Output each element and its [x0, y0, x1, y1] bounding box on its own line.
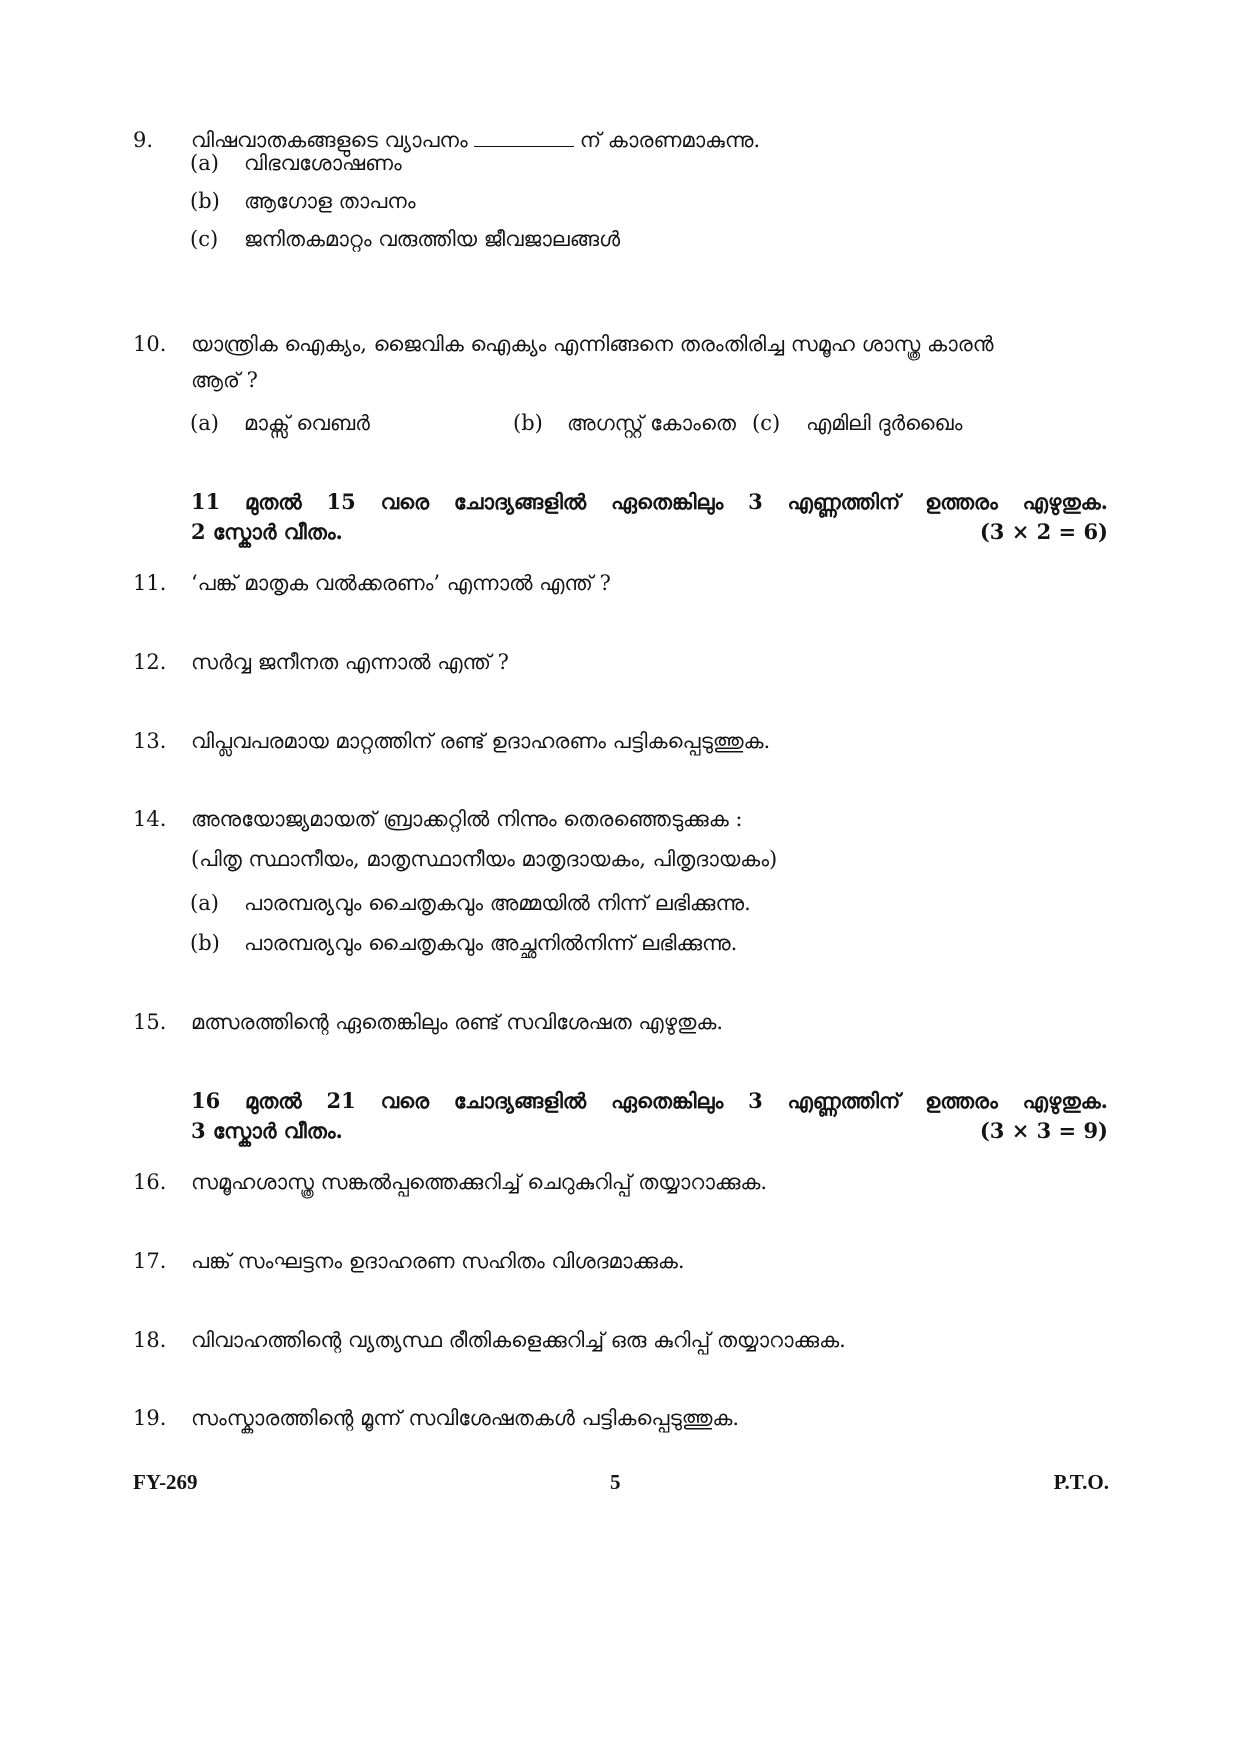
option-text: പാരമ്പര്യവും ചൈതൃകവും അച്ഛനിൽനിന്ന് ലഭിക്കുന്നു.: [244, 931, 738, 955]
option-9c: [190, 224, 620, 254]
section-marks: (3 × 2 = 6): [979, 519, 1108, 544]
question-number: 15.: [133, 1010, 167, 1034]
question-text: സമൂഹശാസ്ത്ര സങ്കൽപ്പത്തെക്കുറിച്ച് ചെറുകുറിപ്പ് തയ്യാറാക്കുക.: [191, 1170, 768, 1194]
question-text-before: വിഷവാതകങ്ങളുടെ വ്യാപനം: [191, 128, 468, 152]
option-10b: [513, 408, 736, 438]
question-text: പങ്ക് സംഘട്ടനം ഉദാഹരണ സഹിതം വിശദമാക്കുക.: [191, 1249, 685, 1273]
answer-blank: [474, 128, 574, 147]
option-14a: [190, 888, 751, 918]
option-text: എമിലി ദുർഖൈം: [806, 411, 963, 435]
instruction-text: 16 മുതൽ 21 വരെ ചോദ്യങ്ങളിൽ ഏതെങ്കിലും 3 എണ്ണത്തിന് ഉത്തരം എഴുതുക.: [191, 1088, 1108, 1113]
question-text: വിപ്ലവപരമായ മാറ്റത്തിന് രണ്ട് ഉദാഹരണം പട്ടികപ്പെടുത്തുക.: [191, 729, 771, 753]
option-text: ആഗോള താപനം: [244, 189, 416, 213]
option-9a: [190, 148, 402, 178]
option-label: (a): [190, 891, 219, 915]
option-text: അഗസ്റ്റ് കോംതെ: [567, 411, 736, 435]
question-number: 12.: [133, 650, 167, 674]
question-number: 10.: [133, 332, 167, 356]
question-number: 11.: [133, 571, 167, 595]
option-10a: [190, 408, 370, 438]
question-choices: (പിതൃ സ്ഥാനീയം, മാതൃസ്ഥാനീയം മാതൃദായകം, പിതൃദായകം): [191, 847, 778, 871]
option-label: (b): [190, 931, 220, 955]
option-label: (c): [752, 411, 781, 435]
option-text: മാക്സ് വെബർ: [244, 411, 370, 435]
question-number: 16.: [133, 1170, 167, 1194]
option-label: (a): [190, 151, 219, 175]
section-marks: (3 × 3 = 9): [979, 1118, 1108, 1143]
question-number: 17.: [133, 1249, 167, 1273]
question-text: വിവാഹത്തിന്റെ വ്യത്യസ്ഥ രീതികളെക്കുറിച്ച് ഒരു കുറിപ്പ് തയ്യാറാക്കുക.: [191, 1328, 846, 1352]
score-per-question: 3 സ്കോർ വീതം.: [191, 1118, 343, 1143]
section-instruction-1: [191, 487, 1108, 547]
question-text: മത്സരത്തിന്റെ ഏതെങ്കിലും രണ്ട് സവിശേഷത എഴുതുക.: [191, 1010, 724, 1034]
option-label: (b): [513, 411, 543, 435]
option-label: (b): [190, 189, 220, 213]
question-text: സർവ്വ ജനീനത എന്നാൽ എന്ത് ?: [191, 650, 509, 674]
instruction-score-line: [191, 1116, 1108, 1146]
question-number: 14.: [133, 807, 167, 831]
option-label: (a): [190, 411, 219, 435]
question-text: അനുയോജ്യമായത് ബ്രാക്കറ്റിൽ നിന്നും തെരഞ്ഞെടുക്കുക :: [191, 807, 743, 831]
page-number: 5: [610, 1470, 621, 1494]
question-number: 9.: [133, 128, 154, 152]
question-text: യാന്ത്രിക ഐക്യം, ജൈവിക ഐക്യം എന്നിങ്ങനെ തരംതിരിച്ച സമൂഹ ശാസ്ത്ര കാരൻ: [191, 332, 994, 356]
option-10c: [752, 408, 962, 438]
instruction-score-line: [191, 517, 1108, 547]
instruction-text: 11 മുതൽ 15 വരെ ചോദ്യങ്ങളിൽ ഏതെങ്കിലും 3 എണ്ണത്തിന് ഉത്തരം എഴുതുക.: [191, 489, 1108, 514]
score-per-question: 2 സ്കോർ വീതം.: [191, 519, 343, 544]
paper-code: FY-269: [133, 1470, 198, 1494]
section-instruction-2: [191, 1086, 1108, 1146]
question-number: 13.: [133, 729, 167, 753]
question-text-line2: ആര് ?: [191, 368, 258, 392]
question-number: 18.: [133, 1328, 167, 1352]
question-text: സംസ്കാരത്തിന്റെ മൂന്ന് സവിശേഷതകൾ പട്ടികപ്പെടുത്തുക.: [191, 1406, 740, 1430]
option-14b: [190, 928, 737, 958]
option-9b: [190, 186, 416, 216]
option-text: പാരമ്പര്യവും ചൈതൃകവും അമ്മയിൽ നിന്ന് ലഭിക്കുന്നു.: [244, 891, 751, 915]
question-text-after: ന് കാരണമാകുന്നു.: [579, 128, 761, 152]
pto-label: P.T.O.: [1053, 1470, 1109, 1494]
option-text: ജനിതകമാറ്റം വരുത്തിയ ജീവജാലങ്ങൾ: [244, 227, 621, 251]
option-text: വിഭവശോഷണം: [244, 151, 402, 175]
question-text: ‘പങ്ക് മാതൃക വൽക്കരണം’ എന്നാൽ എന്ത് ?: [191, 571, 611, 595]
option-label: (c): [190, 227, 219, 251]
question-number: 19.: [133, 1406, 167, 1430]
